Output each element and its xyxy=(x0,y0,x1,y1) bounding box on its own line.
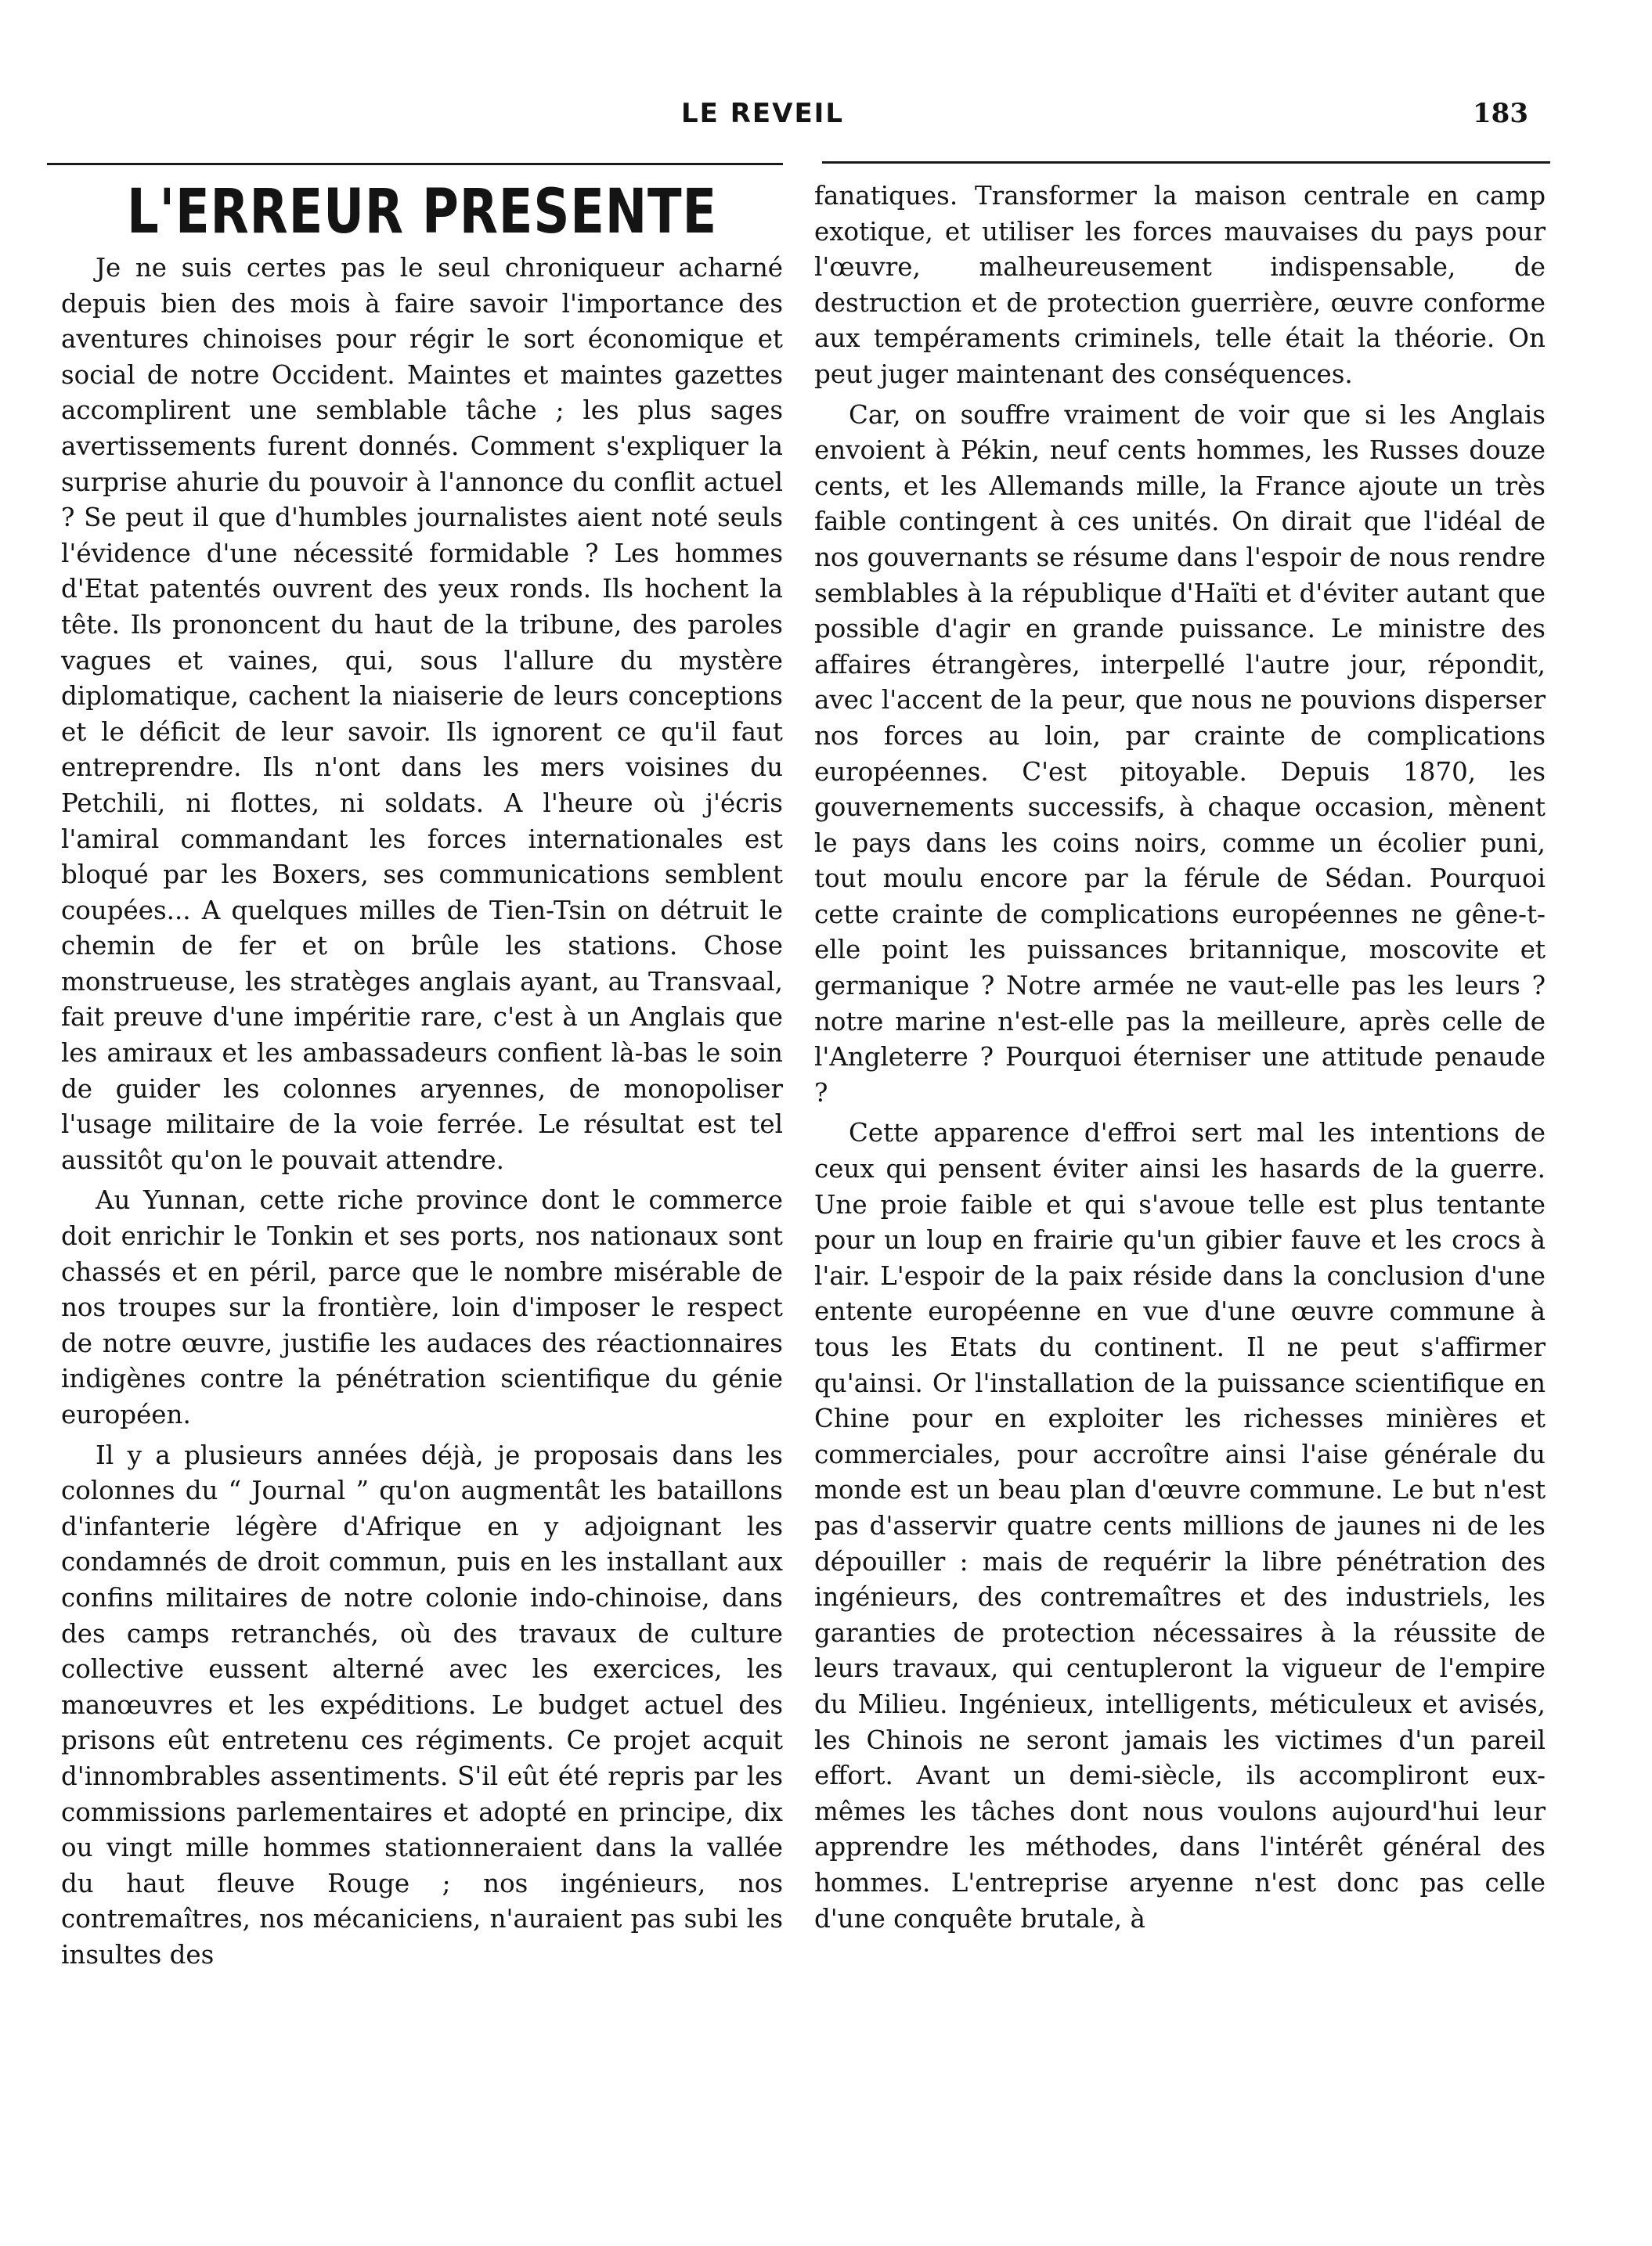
article-title: L'ERREUR PRESENTE xyxy=(126,177,718,247)
header-rule-left xyxy=(47,163,783,165)
header-rule-right xyxy=(822,161,1550,164)
journal-name: LE REVEIL xyxy=(681,98,844,129)
paragraph: Au Yunnan, cette riche province dont le commerce doit enrichir le Tonkin et ses ports, nos nationaux sont chassés et en péril, parce que le nombre misérable de nos troupes sur la frontière, loin d'imposer le respect de notre œuvre, justifie les audaces des réactionnaires indigènes contre la pénétration scientifique du génie européen. xyxy=(61,1185,783,1429)
running-head xyxy=(0,98,1652,145)
paragraph: Je ne suis certes pas le seul chroniqueur acharné depuis bien des mois à faire savoir l'importance des aventures chinoises pour régir le sort économique et social de notre Occident. Maintes et maintes gazettes accomplirent une semblable tâche ; les plus sages avertissements furent donnés. Comment s'expliquer la surprise ahurie du pouvoir à l'annonce du conflit actuel ? Se peut il que d'humbles journalistes aient noté seuls l'évidence d'une nécessité formidable ? Les hommes d'Etat patentés ouvrent des yeux ronds. Ils hochent la tête. Ils prononcent du haut de la tribune, des paroles vagues et vaines, qui, sous l'allure du mystère diplomatique, cachent la niaiserie de leurs conceptions et le déficit de leur savoir. Ils ignorent ce qu'il faut entreprendre. Ils n'ont dans les mers voisines du Petchili, ni flottes, ni soldats. A l'heure où j'écris l'amiral commandant les forces internationales est bloqué par les Boxers, ses communications semblent coupées... A quelques milles de Tien-Tsin on détruit le chemin de fer et on brûle les stations. Chose monstrueuse, les stratèges anglais ayant, au Transvaal, fait preuve d'une impéritie rare, c'est à un Anglais que les amiraux et les ambassadeurs confient là-bas le soin de guider les colonnes aryennes, de monopoliser l'usage militaire de la voie ferrée. Le résultat est tel aussitôt qu'on le pouvait attendre. xyxy=(61,253,783,1175)
paragraph: Il y a plusieurs années déjà, je proposais dans les colonnes du “ Journal ” qu'on augmentât les bataillons d'infanterie légère d'Afrique en y adjoignant les condamnés de droit commun, puis en les installant aux confins militaires de notre colonie indo-chinoise, dans des camps retranchés, où des travaux de culture collective eussent alterné avec les exercices, les manœuvres et les expéditions. Le budget actuel des prisons eût entretenu ces régiments. Ce projet acquit d'innombrables assentiments. S'il eût été repris par les commissions parlementaires et adopté en principe, dix ou vingt mille hommes stationneraient dans la vallée du haut fleuve Rouge ; nos ingénieurs, nos contremaîtres, nos mécaniciens, n'auraient pas subi les insultes des xyxy=(61,1440,783,1970)
paragraph: Cette apparence d'effroi sert mal les intentions de ceux qui pensent éviter ainsi les hasards de la guerre. Une proie faible et qui s'avoue telle est plus tentante pour un loup en frairie qu'un gibier fauve et les crocs à l'air. L'espoir de la paix réside dans la conclusion d'une entente européenne en vue d'une œuvre commune à tous les Etats du continent. Il ne peut s'affirmer qu'ainsi. Or l'installation de la puissance scientifique en Chine pour en exploiter les richesses minières et commerciales, pour accroître ainsi l'aise générale du monde est un beau plan d'œuvre commune. Le but n'est pas d'asservir quatre cents millions de jaunes ni de les dépouiller : mais de requérir la libre pénétration des ingénieurs, des contremaîtres et des industriels, les garanties de protection nécessaires à la réussite de leurs travaux, qui centupleront la vigueur de l'empire du Milieu. Ingénieux, intelligents, méticuleux et avisés, les Chinois ne seront jamais les victimes d'un pareil effort. Avant un demi-siècle, ils accompliront eux-mêmes les tâches dont nous voulons aujourd'hui leur apprendre les méthodes, dans l'intérêt général des hommes. L'entreprise aryenne n'est donc pas celle d'une conquête brutale, à xyxy=(814,1118,1546,1934)
page-number: 183 xyxy=(1473,98,1528,129)
left-column xyxy=(61,178,783,2215)
right-column xyxy=(814,178,1546,2215)
paragraph-continued: fanatiques. Transformer la maison centrale en camp exotique, et utiliser les forces mauvaises du pays pour l'œuvre, malheureusement indispensable, de destruction et de protection guerrière, œuvre conforme aux tempéraments criminels, telle était la théorie. On peut juger maintenant des conséquences. xyxy=(814,181,1546,389)
paragraph: Car, on souffre vraiment de voir que si les Anglais envoient à Pékin, neuf cents hommes, les Russes douze cents, et les Allemands mille, la France ajoute un très faible contingent à ces unités. On dirait que l'idéal de nos gouvernants se résume dans l'espoir de nous rendre semblables à la république d'Haïti et d'éviter autant que possible d'agir en grande puissance. Le ministre des affaires étrangères, interpellé l'autre jour, répondit, avec l'accent de la peur, que nous ne pouvions disperser nos forces au loin, par crainte de complications européennes. C'est pitoyable. Depuis 1870, les gouvernements successifs, à chaque occasion, mènent le pays dans les coins noirs, comme un écolier puni, tout moulu encore par la férule de Sédan. Pourquoi cette crainte de complications européennes ne gêne-t-elle point les puissances britannique, moscovite et germanique ? Notre armée ne vaut-elle pas les leurs ? notre marine n'est-elle pas la meilleure, après celle de l'Angleterre ? Pourquoi éterniser une attitude penaude ? xyxy=(814,399,1546,1108)
